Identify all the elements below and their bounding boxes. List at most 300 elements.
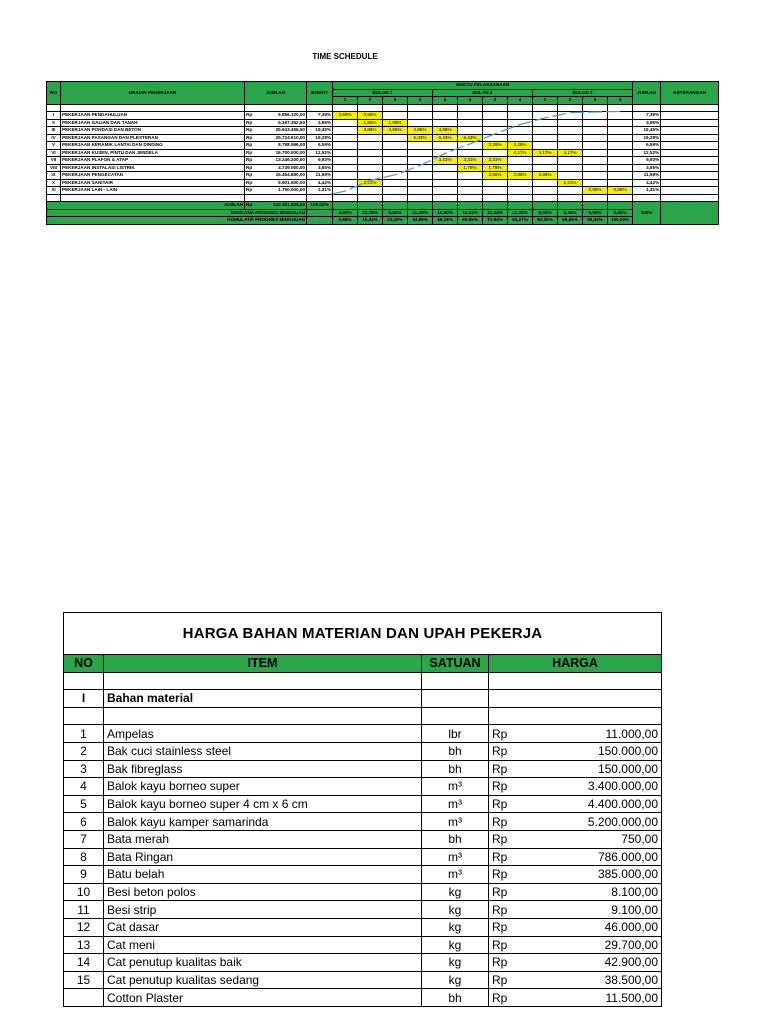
harga-item-name: Cotton Plaster (104, 989, 422, 1007)
ts-row-amount-value: 15.464.880,00 (275, 172, 305, 177)
ts-row-no: VIII (47, 164, 61, 172)
blank-cell (608, 104, 633, 112)
blank-cell (333, 194, 358, 202)
harga-item-no: 5 (64, 795, 104, 813)
ts-header-keterangan: KETERANGAN (661, 82, 719, 105)
ts-header-waktu: WAKTU PELAKSANAAN (333, 82, 633, 90)
harga-title-row (64, 613, 662, 655)
ts-row-total: 4,42% (633, 179, 661, 187)
harga-item-harga: 29.700,00 (524, 936, 662, 954)
blank-cell (533, 194, 558, 202)
ts-progress-cell: 3,31% (483, 157, 508, 165)
harga-header-no: NO (64, 655, 104, 673)
harga-item-rp: Rp (489, 760, 524, 778)
ts-footer-keterangan (661, 202, 719, 225)
ts-empty-cell (458, 187, 483, 195)
ts-row-amount-value: 16.700.000,00 (275, 149, 305, 155)
ts-komulatif-cell: 99,34% (583, 217, 608, 225)
ts-week-cell: 2 (458, 97, 483, 105)
ts-row-rp: Rp (246, 179, 253, 185)
harga-section-row (64, 690, 662, 708)
ts-footer-cell (608, 202, 633, 210)
ts-empty-cell (608, 134, 633, 142)
ts-empty-cell (358, 187, 383, 195)
ts-empty-cell (333, 157, 358, 165)
harga-item-rp: Rp (489, 918, 524, 936)
harga-item-satuan: m³ (422, 813, 489, 831)
harga-item-harga: 5.200.000,00 (524, 813, 662, 831)
ts-empty-cell (508, 157, 533, 165)
ts-empty-cell (558, 187, 583, 195)
harga-item-rp: Rp (489, 848, 524, 866)
ts-row-keterangan (661, 157, 719, 165)
ts-row-bobot: 19,45% (307, 127, 333, 135)
ts-row-name: PEKERJAAN KERAMIK LANTAI DAN DINDING (61, 142, 245, 150)
ts-komulatif-cell: 34,58% (408, 217, 433, 225)
blank-cell (458, 194, 483, 202)
ts-header-jumlah2: JUMLAH (633, 82, 661, 105)
ts-progress-cell: 3,69% (333, 112, 358, 120)
ts-row-amount-value: 25.724.610,00 (275, 134, 305, 140)
harga-item-satuan: kg (422, 883, 489, 901)
harga-item-row (64, 866, 662, 884)
ts-empty-cell (558, 157, 583, 165)
ts-work-row (47, 134, 719, 142)
ts-row-amount-value: 5.287.262,50 (278, 119, 305, 125)
ts-row-bobot: 11,59% (307, 172, 333, 180)
blank-cell (558, 104, 583, 112)
ts-empty-cell (558, 142, 583, 150)
harga-item-no: 12 (64, 918, 104, 936)
ts-komulatif-cell: 100,00% (608, 217, 633, 225)
ts-empty-cell (533, 127, 558, 135)
ts-empty-cell (508, 187, 533, 195)
ts-work-row (47, 127, 719, 135)
harga-item-row (64, 971, 662, 989)
harga-item-harga: 385.000,00 (524, 866, 662, 884)
ts-row-bobot: 19,28% (307, 134, 333, 142)
ts-empty-cell (383, 172, 408, 180)
harga-item-satuan: bh (422, 989, 489, 1007)
blank-cell (583, 104, 608, 112)
ts-header-row (47, 82, 719, 90)
ts-work-row (47, 179, 719, 187)
blank-cell (558, 194, 583, 202)
ts-footer-cell (508, 202, 533, 210)
harga-item-row (64, 813, 662, 831)
ts-empty-cell (533, 164, 558, 172)
ts-work-row (47, 172, 719, 180)
ts-row-amount (245, 179, 307, 187)
ts-row-keterangan (661, 164, 719, 172)
ts-row-bobot: 6,59% (307, 142, 333, 150)
ts-progress-cell: 0,66% (583, 187, 608, 195)
harga-item-row (64, 830, 662, 848)
harga-item-no: 14 (64, 954, 104, 972)
ts-progress-cell: 6,43% (458, 134, 483, 142)
blank-cell (307, 194, 333, 202)
ts-header-no: NO (47, 82, 61, 105)
ts-progress-cell: 3,86% (483, 172, 508, 180)
ts-row-name: PEKERJAAN PONDASI DAN BETON (61, 127, 245, 135)
harga-item-satuan: bh (422, 830, 489, 848)
ts-row-keterangan (661, 112, 719, 120)
ts-row-total: 3,96% (633, 119, 661, 127)
ts-row-total: 3,55% (633, 164, 661, 172)
ts-komulatif-cell: 3,69% (333, 217, 358, 225)
ts-work-row (47, 157, 719, 165)
harga-item-name: Besi beton polos (104, 883, 422, 901)
ts-footer-cell (307, 217, 333, 225)
ts-komulatif-cell: 23,29% (383, 217, 408, 225)
ts-komulatif-label: KOMULATIF PROGRES MINGGUAN (47, 217, 307, 225)
ts-empty-cell (408, 172, 433, 180)
ts-work-row (47, 142, 719, 150)
ts-rencana-cell: 12,75% (358, 209, 383, 217)
ts-empty-cell (508, 112, 533, 120)
ts-empty-cell (483, 179, 508, 187)
ts-footer-cell (583, 202, 608, 210)
harga-item-no: 8 (64, 848, 104, 866)
harga-section-label: Bahan material (104, 690, 422, 708)
ts-row-bobot: 3,55% (307, 164, 333, 172)
ts-row-amount-value: 13.246.200,00 (275, 157, 305, 162)
harga-item-name: Cat penutup kualitas sedang (104, 971, 422, 989)
ts-empty-cell (583, 164, 608, 172)
blank-cell (61, 194, 245, 202)
harga-item-name: Ampelas (104, 725, 422, 743)
harga-title: HARGA BAHAN MATERIAN DAN UPAH PEKERJA (64, 613, 662, 655)
ts-komulatif-cell: 92,30% (533, 217, 558, 225)
harga-item-name: Balok kayu kamper samarinda (104, 813, 422, 831)
ts-week-cell: 3 (383, 97, 408, 105)
harga-item-rp: Rp (489, 725, 524, 743)
harga-item-row (64, 901, 662, 919)
ts-komulatif-cell: 98,69% (558, 217, 583, 225)
ts-empty-cell (433, 119, 458, 127)
ts-empty-cell (558, 112, 583, 120)
ts-row-no: V (47, 142, 61, 150)
ts-row-total: 19,28% (633, 134, 661, 142)
ts-row-rp: Rp (246, 172, 253, 177)
ts-empty-cell (458, 142, 483, 150)
ts-blank-row (47, 194, 719, 202)
ts-empty-cell (583, 127, 608, 135)
ts-empty-cell (583, 149, 608, 157)
ts-footer-cell (533, 202, 558, 210)
ts-empty-cell (408, 149, 433, 157)
ts-rencana-cell: 11,29% (408, 209, 433, 217)
ts-row-total: 12,52% (633, 149, 661, 157)
ts-row-amount (245, 164, 307, 172)
harga-item-row (64, 760, 662, 778)
ts-empty-cell (433, 142, 458, 150)
harga-item-row (64, 936, 662, 954)
ts-rencana-cell: 3,69% (333, 209, 358, 217)
harga-item-rp: Rp (489, 866, 524, 884)
ts-progress-cell: 3,29% (508, 142, 533, 150)
harga-item-rp: Rp (489, 813, 524, 831)
harga-item-harga: 150.000,00 (524, 760, 662, 778)
blank-cell (458, 104, 483, 112)
harga-item-no: 13 (64, 936, 104, 954)
ts-rencana-cell: 11,51% (458, 209, 483, 217)
harga-item-name: Cat dasar (104, 918, 422, 936)
harga-item-satuan: m³ (422, 866, 489, 884)
blank-cell (433, 104, 458, 112)
ts-row-amount (245, 187, 307, 195)
ts-empty-cell (608, 112, 633, 120)
ts-empty-cell (558, 134, 583, 142)
ts-row-amount (245, 119, 307, 127)
harga-item-rp: Rp (489, 778, 524, 796)
ts-week-cell: 4 (508, 97, 533, 105)
ts-progress-cell: 2,21% (358, 179, 383, 187)
ts-empty-cell (458, 112, 483, 120)
harga-item-satuan: kg (422, 971, 489, 989)
ts-row-amount (245, 112, 307, 120)
ts-row-keterangan (661, 172, 719, 180)
blank-cell (533, 104, 558, 112)
harga-item-harga: 786.000,00 (524, 848, 662, 866)
ts-empty-cell (533, 142, 558, 150)
harga-item-no: 4 (64, 778, 104, 796)
harga-item-harga: 3.400.000,00 (524, 778, 662, 796)
blank-cell (633, 104, 661, 112)
harga-item-harga: 38.500,00 (524, 971, 662, 989)
blank-cell (508, 194, 533, 202)
ts-empty-cell (458, 119, 483, 127)
ts-row-total: 11,59% (633, 172, 661, 180)
ts-empty-cell (333, 164, 358, 172)
blank-cell (383, 104, 408, 112)
harga-header-satuan: SATUAN (422, 655, 489, 673)
ts-empty-cell (583, 134, 608, 142)
ts-row-name: PEKERJAAN KUSEN, PINTU DAN JENDELA (61, 149, 245, 157)
ts-empty-cell (408, 112, 433, 120)
ts-jumlah-bobot: 100,00% (307, 202, 333, 210)
ts-empty-cell (408, 164, 433, 172)
harga-item-row (64, 954, 662, 972)
ts-progress-cell: 6,43% (408, 134, 433, 142)
ts-progress-cell: 1,98% (383, 119, 408, 127)
ts-empty-cell (583, 172, 608, 180)
harga-blank-row (64, 707, 662, 725)
harga-item-satuan: kg (422, 901, 489, 919)
ts-empty-cell (583, 142, 608, 150)
ts-week-cell: 1 (433, 97, 458, 105)
ts-empty-cell (608, 179, 633, 187)
ts-footer-cell (358, 202, 383, 210)
harga-item-row (64, 918, 662, 936)
ts-row-rp: Rp (246, 149, 253, 155)
harga-item-name: Besi strip (104, 901, 422, 919)
harga-item-name: Batu belah (104, 866, 422, 884)
harga-table (63, 612, 662, 1007)
ts-row-amount-value: 1.750.000,00 (278, 187, 305, 192)
blank-cell (661, 194, 719, 202)
harga-item-no: 11 (64, 901, 104, 919)
ts-rencana-cell: 6,38% (558, 209, 583, 217)
harga-header-row (64, 655, 662, 673)
blank-cell (358, 104, 383, 112)
harga-item-rp: Rp (489, 936, 524, 954)
ts-footer-cell (433, 202, 458, 210)
ts-row-bobot: 9,93% (307, 157, 333, 165)
ts-week-cell: 2 (358, 97, 383, 105)
ts-row-rp: Rp (246, 127, 253, 132)
ts-jumlah-amount-value: 133.401.825,00 (273, 202, 305, 207)
ts-empty-cell (483, 127, 508, 135)
harga-item-no: 3 (64, 760, 104, 778)
ts-row-rp: Rp (246, 157, 253, 162)
ts-rencana-cell: 11,33% (508, 209, 533, 217)
ts-empty-cell (583, 112, 608, 120)
ts-row-name: PEKERJAAN PLAFON & ATAP (61, 157, 245, 165)
ts-row-total: 9,93% (633, 157, 661, 165)
ts-row-name: PEKERJAAN PASANGAN DAN PLESTERAN (61, 134, 245, 142)
harga-item-harga: 11.500,00 (524, 989, 662, 1007)
ts-row-keterangan (661, 119, 719, 127)
ts-row-keterangan (661, 134, 719, 142)
ts-empty-cell (483, 119, 508, 127)
ts-week-cell: 2 (558, 97, 583, 105)
ts-progress-cell: 3,86% (533, 172, 558, 180)
harga-section-no: I (64, 690, 104, 708)
harga-item-harga: 750,00 (524, 830, 662, 848)
harga-item-name: Balok kayu borneo super 4 cm x 6 cm (104, 795, 422, 813)
ts-rencana-cell: 0,66% (583, 209, 608, 217)
harga-item-name: Bak fibreglass (104, 760, 422, 778)
ts-progress-cell: 4,86% (358, 127, 383, 135)
ts-empty-cell (583, 119, 608, 127)
ts-row-amount-value: 9.856.320,00 (278, 112, 305, 117)
harga-item-name: Bak cuci stainless steel (104, 742, 422, 760)
ts-empty-cell (333, 179, 358, 187)
harga-item-harga: 9.100,00 (524, 901, 662, 919)
ts-empty-cell (608, 127, 633, 135)
ts-empty-cell (333, 149, 358, 157)
ts-row-no: III (47, 127, 61, 135)
ts-empty-cell (333, 142, 358, 150)
ts-row-rp: Rp (246, 142, 253, 147)
ts-progress-cell: 4,17% (508, 149, 533, 157)
ts-week-cell: 3 (483, 97, 508, 105)
ts-jumlah-row (47, 202, 719, 210)
blank-cell (47, 194, 61, 202)
blank-cell (633, 194, 661, 202)
ts-empty-cell (483, 149, 508, 157)
ts-empty-cell (608, 149, 633, 157)
harga-item-rp: Rp (489, 971, 524, 989)
ts-empty-cell (533, 119, 558, 127)
ts-footer-cell (558, 202, 583, 210)
harga-item-no: 2 (64, 742, 104, 760)
ts-empty-cell (533, 134, 558, 142)
ts-empty-cell (558, 172, 583, 180)
harga-item-satuan: m³ (422, 778, 489, 796)
ts-progress-cell: 4,17% (558, 149, 583, 157)
ts-row-amount (245, 134, 307, 142)
blank-cell (61, 104, 245, 112)
ts-progress-cell: 6,43% (433, 134, 458, 142)
ts-row-no: IV (47, 134, 61, 142)
ts-row-no: XI (47, 187, 61, 195)
ts-empty-cell (358, 172, 383, 180)
ts-progress-cell: 4,17% (533, 149, 558, 157)
ts-komulatif-cell: 72,94% (483, 217, 508, 225)
ts-week-cell: 4 (608, 97, 633, 105)
ts-empty-cell (383, 157, 408, 165)
blank-cell (422, 690, 489, 708)
blank-cell (358, 194, 383, 202)
ts-row-bobot: 12,52% (307, 149, 333, 157)
ts-work-row (47, 119, 719, 127)
ts-jumlah-amount (245, 202, 307, 210)
ts-footer-cell (483, 202, 508, 210)
ts-rencana-cell: 12,24% (483, 209, 508, 217)
harga-item-name: Balok kayu borneo super (104, 778, 422, 796)
ts-empty-cell (408, 119, 433, 127)
ts-progress-cell: 0,66% (608, 187, 633, 195)
harga-item-rp: Rp (489, 795, 524, 813)
ts-row-amount (245, 172, 307, 180)
ts-bulan-2: BULAN 2 (433, 89, 533, 97)
ts-empty-cell (583, 179, 608, 187)
ts-empty-cell (433, 179, 458, 187)
harga-item-harga: 4.400.000,00 (524, 795, 662, 813)
ts-bulan-3: BULAN 3 (533, 89, 633, 97)
ts-row-bobot: 1,31% (307, 187, 333, 195)
ts-empty-cell (458, 149, 483, 157)
ts-empty-cell (433, 112, 458, 120)
blank-cell (608, 194, 633, 202)
ts-empty-cell (558, 127, 583, 135)
ts-empty-cell (333, 127, 358, 135)
ts-empty-cell (383, 149, 408, 157)
ts-empty-cell (383, 134, 408, 142)
blank-cell (408, 104, 433, 112)
ts-row-total: 19,45% (633, 127, 661, 135)
ts-empty-cell (508, 134, 533, 142)
time-schedule-table (46, 81, 719, 225)
ts-empty-cell (558, 119, 583, 127)
harga-item-harga: 11.000,00 (524, 725, 662, 743)
ts-header-bobot: BOBOT (307, 82, 333, 105)
ts-row-name: PEKERJAAN SANITAIR (61, 179, 245, 187)
ts-week-cell: 1 (533, 97, 558, 105)
blank-cell (489, 690, 662, 708)
harga-item-satuan: lbr (422, 725, 489, 743)
ts-week-cell: 4 (408, 97, 433, 105)
ts-work-row (47, 112, 719, 120)
blank-cell (483, 104, 508, 112)
ts-row-amount-value: 4.739.000,00 (278, 164, 305, 170)
ts-empty-cell (533, 157, 558, 165)
blank-cell (47, 104, 61, 112)
ts-row-no: I (47, 112, 61, 120)
ts-komulatif-row (47, 217, 719, 225)
ts-row-name: PEKERJAAN PENGECATAN (61, 172, 245, 180)
blank-cell (661, 104, 719, 112)
ts-row-no: IX (47, 172, 61, 180)
harga-item-no: 6 (64, 813, 104, 831)
ts-row-name: PEKERJAAN GALIAN DAN TANAH (61, 119, 245, 127)
blank-cell (104, 707, 422, 725)
harga-item-rp: Rp (489, 989, 524, 1007)
ts-progress-cell: 1,78% (483, 164, 508, 172)
harga-item-no (64, 989, 104, 1007)
